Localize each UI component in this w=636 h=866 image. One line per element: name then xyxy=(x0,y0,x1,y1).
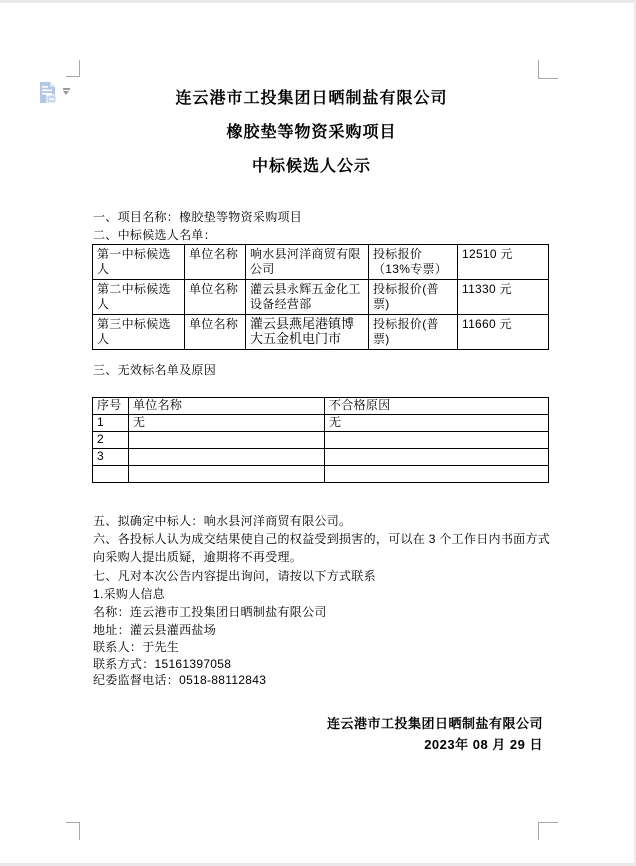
buyer-contact-phone: 联系方式：15161397058 xyxy=(93,657,232,671)
unit-label: 单位名称 xyxy=(185,245,246,280)
margin-mark-bottom-right xyxy=(538,822,558,840)
buyer-name: 名称：连云港市工投集团日晒制盐有限公司 xyxy=(93,605,327,619)
section-7-contact-note: 七、凡对本次公告内容提出询问，请按以下方式联系 xyxy=(93,569,376,583)
margin-mark-bottom-left xyxy=(66,822,80,840)
chevron-down-icon xyxy=(62,88,71,96)
signature-date: 2023年 08 月 29 日 xyxy=(424,737,543,752)
price-value: 12510 元 xyxy=(458,245,549,280)
table-row xyxy=(93,280,549,315)
section-6-objection: 六、各投标人认为成交结果使自己的权益受到损害的，可以在 3 个工作日内书面方式向采购人提出质疑，逾期将不再受理。 xyxy=(93,532,551,564)
unit-label: 单位名称 xyxy=(185,280,246,315)
section-2-candidates-heading: 二、中标候选人名单： xyxy=(93,228,217,242)
price-label: 投标报价(普票) xyxy=(369,280,458,315)
candidate-rank: 第一中标候选人 xyxy=(93,245,185,280)
unit-name xyxy=(129,432,325,449)
table-row xyxy=(93,449,549,466)
price-value: 11330 元 xyxy=(458,280,549,315)
table-row xyxy=(93,432,549,449)
canvas-gap-top xyxy=(0,0,636,3)
unit-name: 响水县河洋商贸有限公司 xyxy=(246,245,369,280)
row-index: 1 xyxy=(93,415,129,432)
unit-name: 无 xyxy=(129,415,325,432)
candidates-table xyxy=(92,244,549,350)
margin-mark-top-left xyxy=(66,60,80,77)
invalid-bids-table xyxy=(92,397,549,483)
candidate-rank: 第三中标候选人 xyxy=(93,315,185,350)
candidate-rank: 第二中标候选人 xyxy=(93,280,185,315)
reason xyxy=(325,432,549,449)
table-row xyxy=(93,315,549,350)
doc-title-project: 橡胶垫等物资采购项目 xyxy=(226,124,397,141)
paste-options-button[interactable] xyxy=(39,80,75,106)
unit-name xyxy=(129,466,325,483)
reason xyxy=(325,449,549,466)
unit-name: 灌云县永辉五金化工设备经营部 xyxy=(246,280,369,315)
col-header-reason: 不合格原因 xyxy=(325,398,549,415)
section-1-project-name: 一、项目名称：橡胶垫等物资采购项目 xyxy=(93,210,303,224)
doc-title-company: 连云港市工投集团日晒制盐有限公司 xyxy=(175,90,448,107)
buyer-info-heading: 1.采购人信息 xyxy=(93,587,166,601)
buyer-contact-person: 联系人：于先生 xyxy=(93,640,180,654)
unit-name xyxy=(129,449,325,466)
unit-label: 单位名称 xyxy=(185,315,246,350)
row-index: 3 xyxy=(93,449,129,466)
price-label: 投标报价（13%专票） xyxy=(369,245,458,280)
price-value: 11660 元 xyxy=(458,315,549,350)
row-index xyxy=(93,466,129,483)
signature-company: 连云港市工投集团日晒制盐有限公司 xyxy=(326,716,543,731)
table-row xyxy=(93,466,549,483)
table-header-row xyxy=(93,398,549,415)
price-label: 投标报价(普票) xyxy=(369,315,458,350)
section-3-invalid-heading: 三、无效标名单及原因 xyxy=(93,363,217,377)
reason: 无 xyxy=(325,415,549,432)
table-row xyxy=(93,245,549,280)
buyer-supervision-phone: 纪委监督电话：0518-88112843 xyxy=(93,673,267,687)
margin-mark-top-right xyxy=(538,60,558,79)
unit-name: 灌云县燕尾港镇博大五金机电门市 xyxy=(246,315,369,350)
col-header-unit: 单位名称 xyxy=(129,398,325,415)
buyer-address: 地址：灌云县灌西盐场 xyxy=(93,623,217,637)
reason xyxy=(325,466,549,483)
section-5-winner: 五、拟确定中标人：响水县河洋商贸有限公司。 xyxy=(93,514,352,528)
table-row xyxy=(93,415,549,432)
row-index: 2 xyxy=(93,432,129,449)
doc-title-announcement: 中标候选人公示 xyxy=(251,158,371,175)
col-header-index: 序号 xyxy=(93,398,129,415)
